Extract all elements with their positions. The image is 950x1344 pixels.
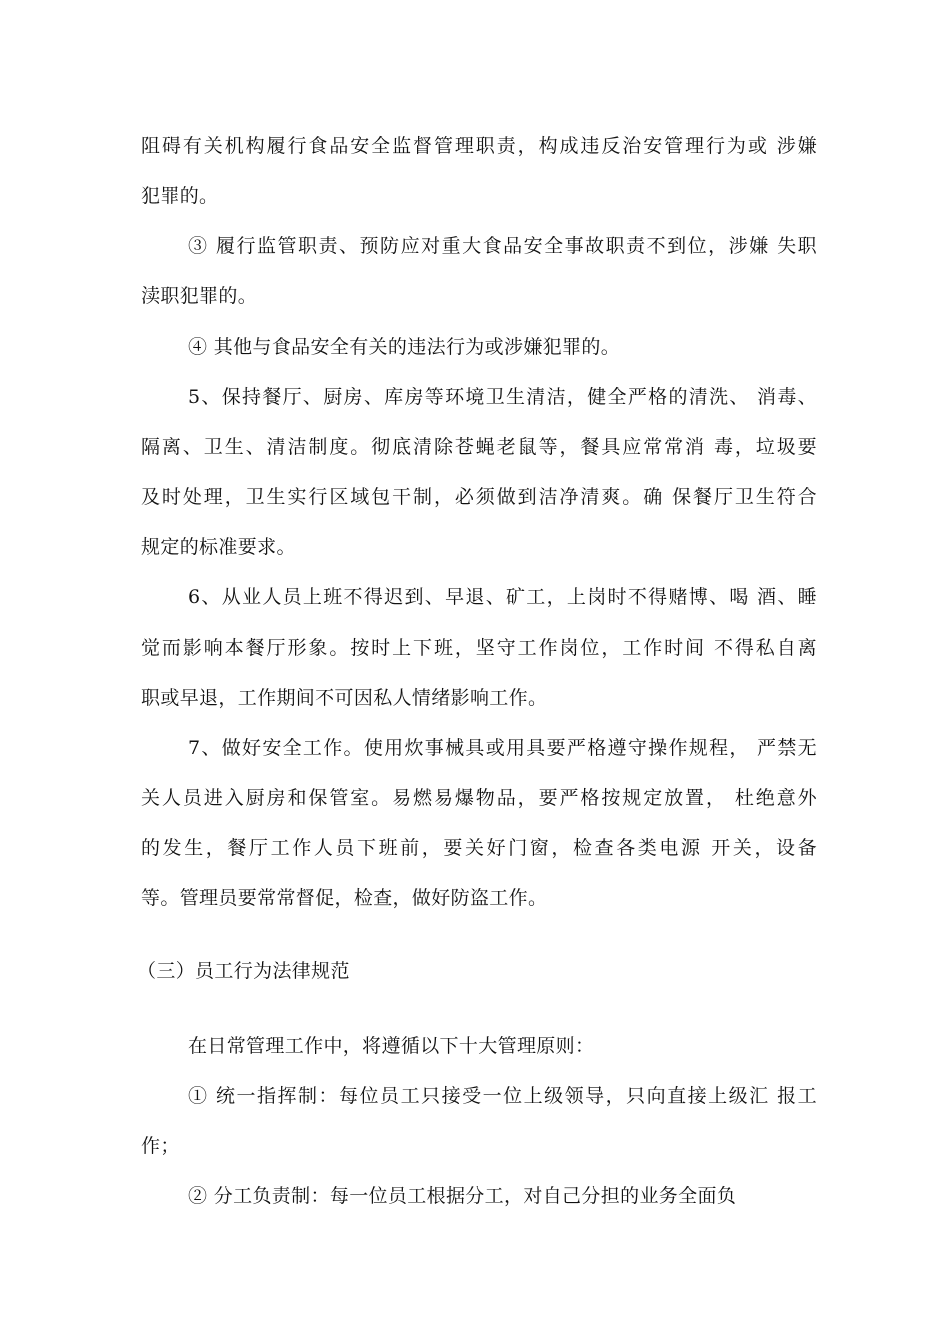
text-line: 7、做好安全工作。使用炊事械具或用具要严格遵守操作规程， 严禁无: [188, 737, 817, 759]
text-line: ④ 其他与食品安全有关的违法行为或涉嫌犯罪的。: [188, 336, 621, 358]
text-line: ① 统一指挥制：每位员工只接受一位上级领导，只向直接上级汇 报工: [188, 1085, 817, 1107]
text-line: 关人员进入厨房和保管室。易燃易爆物品，要严格按规定放置， 杜绝意外: [141, 787, 817, 809]
text-line: 等。管理员要常常督促，检查，做好防盗工作。: [141, 887, 548, 909]
text-line: 在日常管理工作中，将遵循以下十大管理原则：: [188, 1035, 595, 1057]
text-line: ③ 履行监管职责、预防应对重大食品安全事故职责不到位，涉嫌 失职: [188, 235, 817, 257]
text-line: 的发生，餐厅工作人员下班前，要关好门窗，检查各类电源 开关，设备: [141, 837, 817, 859]
text-line: 及时处理，卫生实行区域包干制，必须做到洁净清爽。确 保餐厅卫生符合: [141, 486, 817, 508]
text-line: ② 分工负责制：每一位员工根据分工，对自己分担的业务全面负: [188, 1185, 737, 1207]
text-line: 职或早退，工作期间不可因私人情绪影响工作。: [141, 687, 548, 709]
text-line: 隔离、卫生、清洁制度。彻底清除苍蝇老鼠等，餐具应常常消 毒，垃圾要: [141, 436, 817, 458]
text-line: 规定的标准要求。: [141, 536, 296, 558]
text-line: 5、保持餐厅、厨房、库房等环境卫生清洁，健全严格的清洗、 消毒、: [188, 386, 817, 408]
text-line: 渎职犯罪的。: [141, 285, 258, 307]
text-line: 阻碍有关机构履行食品安全监督管理职责，构成违反治安管理行为或 涉嫌: [141, 135, 817, 157]
text-line: 觉而影响本餐厅形象。按时上下班，坚守工作岗位，工作时间 不得私自离: [141, 637, 817, 659]
text-line: 6、从业人员上班不得迟到、早退、矿工，上岗时不得赌博、喝 酒、睡: [188, 586, 817, 608]
section-heading: （三）员工行为法律规范: [137, 960, 350, 982]
text-line: 作；: [141, 1135, 180, 1157]
text-line: 犯罪的。: [141, 185, 219, 207]
